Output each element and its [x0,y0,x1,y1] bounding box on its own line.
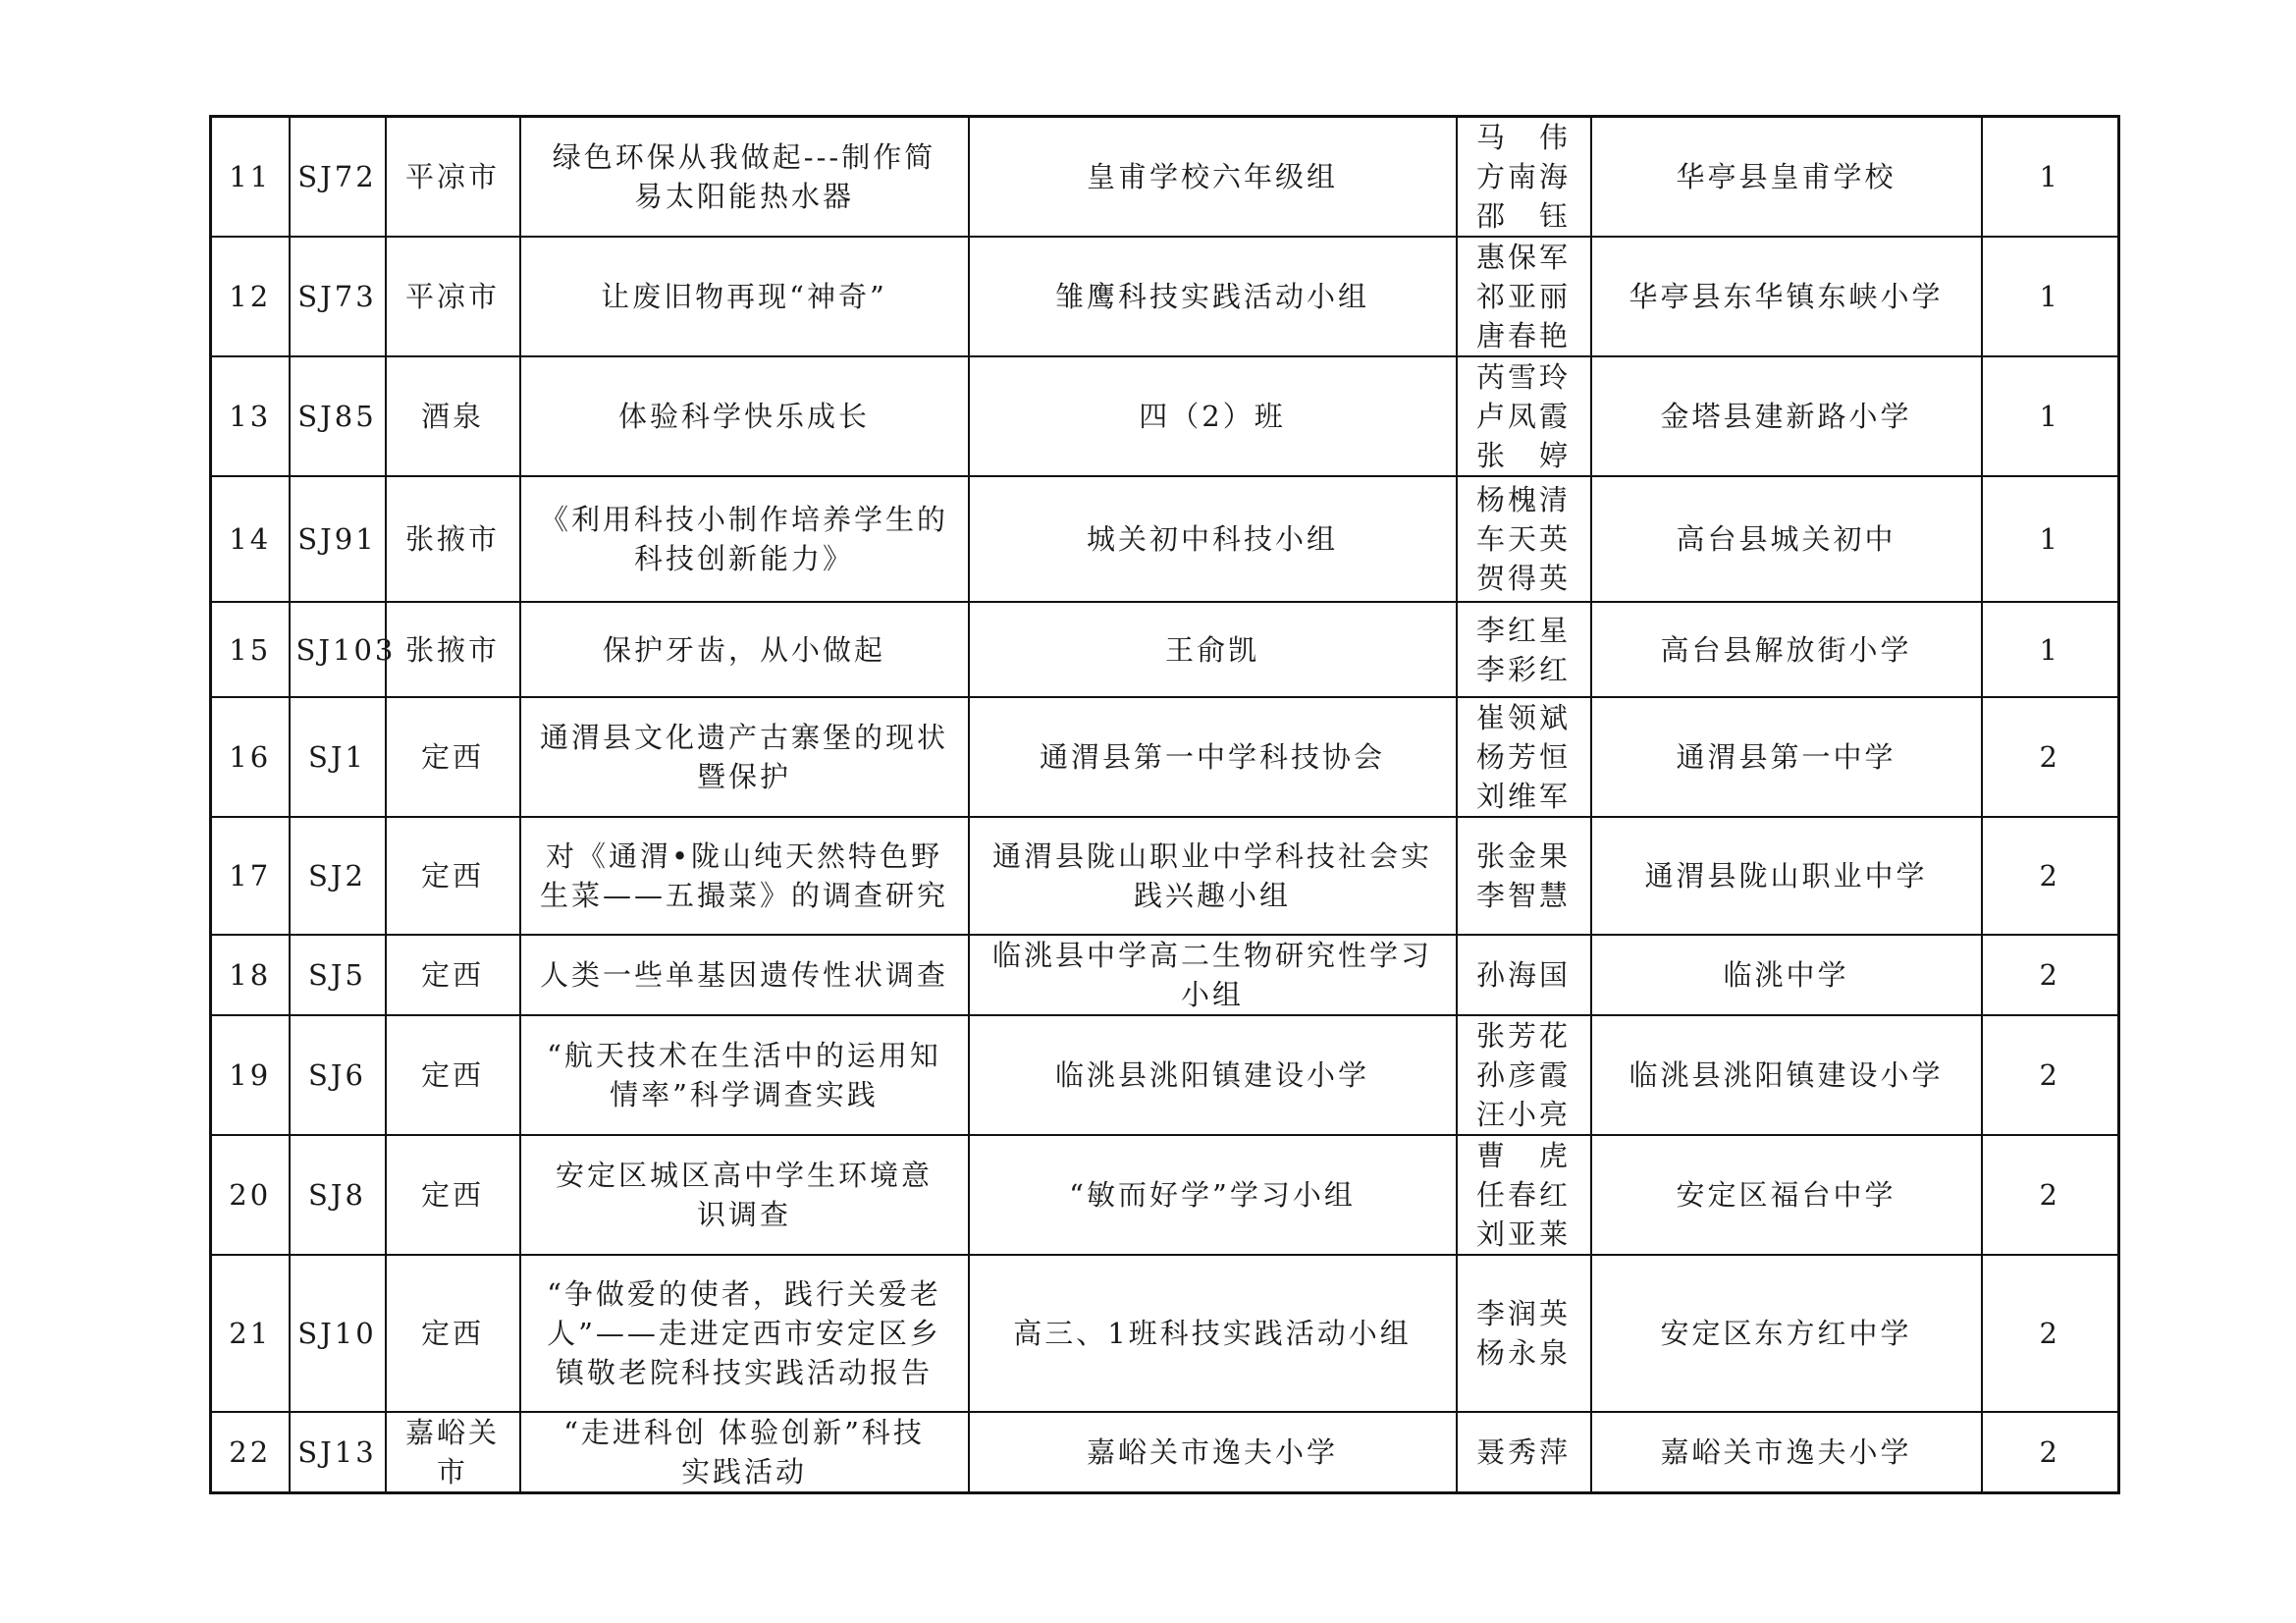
group-name-line: 通渭县第一中学科技协会 [1039,740,1385,774]
table-row [211,1412,2119,1493]
school-cell: 金塔县建新路小学 [1591,356,1982,476]
project-code-cell: SJ13 [290,1412,386,1493]
member-name: 李红星 [1475,613,1571,647]
project-title-line: 体验科学快乐成长 [617,400,870,433]
group-name-cell [969,817,1457,935]
project-title-line: 生菜——五撮菜》的调查研究 [539,879,948,912]
project-title-line: 人”——走进定西市安定区乡 [547,1317,941,1350]
project-title-cell [520,117,969,238]
row-number-cell: 16 [211,697,290,817]
table-row [211,1255,2119,1412]
project-title-cell [520,935,969,1015]
project-title-line: 科技创新能力》 [633,542,854,575]
project-title-cell [520,1255,969,1412]
award-rank-cell: 1 [1982,356,2119,476]
member-name: 卢凤霞 [1475,400,1571,433]
members-cell [1457,817,1591,935]
member-name: 刘亚莱 [1475,1217,1571,1251]
row-number-cell: 17 [211,817,290,935]
table-row [211,1135,2119,1255]
school-cell: 华亭县皇甫学校 [1591,117,1982,238]
member-name: 杨芳恒 [1475,740,1571,774]
members-cell [1457,356,1591,476]
member-name: 唐春艳 [1475,319,1571,352]
table-row [211,237,2119,356]
project-title-line: 通渭县文化遗产古寨堡的现状 [539,721,948,754]
award-rank-cell: 2 [1982,1015,2119,1135]
table-row [211,697,2119,817]
project-title-line: 识调查 [696,1198,791,1231]
member-name: 杨槐清 [1475,483,1571,516]
region-cell: 平凉市 [386,237,520,356]
project-title-line: 镇敬老院科技实践活动报告 [555,1356,933,1389]
members-cell [1457,1412,1591,1493]
table-row [211,117,2119,238]
region-cell: 定西 [386,935,520,1015]
group-name-cell [969,1015,1457,1135]
project-title-line: 让废旧物再现“神奇” [601,280,887,313]
project-title-line: “走进科创 体验创新”科技 [563,1416,925,1449]
member-name: 马 伟 [1475,121,1571,154]
project-title-line: 实践活动 [680,1455,807,1488]
project-title-cell [520,697,969,817]
group-name-cell [969,602,1457,697]
member-name: 孙彦霞 [1475,1058,1571,1092]
group-name-line: 四（2）班 [1139,400,1286,433]
row-number-cell: 21 [211,1255,290,1412]
group-name-cell [969,1412,1457,1493]
region-cell: 定西 [386,1135,520,1255]
group-name-line: 践兴趣小组 [1133,879,1291,912]
member-name: 崔领斌 [1475,701,1571,734]
member-name: 张芳花 [1475,1019,1571,1053]
region-cell: 定西 [386,697,520,817]
group-name-line: 嘉峪关市逸夫小学 [1086,1435,1338,1469]
member-name: 张金果 [1475,839,1571,873]
members-cell [1457,237,1591,356]
project-code-cell: SJ73 [290,237,386,356]
member-name: 汪小亮 [1475,1098,1571,1131]
member-name: 李智慧 [1475,879,1571,912]
award-rank-cell: 2 [1982,935,2119,1015]
region-cell: 嘉峪关市 [386,1412,520,1493]
project-title-line: 暨保护 [696,760,791,793]
project-title-line: 保护牙齿，从小做起 [602,632,885,667]
members-cell [1457,1135,1591,1255]
school-cell: 高台县解放街小学 [1591,602,1982,697]
project-title-cell [520,602,969,697]
award-rank-cell: 2 [1982,697,2119,817]
row-number-cell: 11 [211,117,290,238]
project-code-cell: SJ1 [290,697,386,817]
member-name: 祁亚丽 [1475,280,1571,313]
project-code-cell: SJ91 [290,476,386,602]
group-name-cell [969,935,1457,1015]
project-title-cell [520,1412,969,1493]
row-number-cell: 15 [211,602,290,697]
member-name: 曹 虎 [1475,1139,1571,1172]
project-code-cell: SJ72 [290,117,386,238]
member-name: 任春红 [1475,1178,1571,1212]
group-name-cell [969,117,1457,238]
school-cell: 嘉峪关市逸夫小学 [1591,1412,1982,1493]
region-cell: 张掖市 [386,476,520,602]
group-name-line: “敏而好学”学习小组 [1069,1178,1356,1212]
school-cell: 安定区东方红中学 [1591,1255,1982,1412]
project-code-cell: SJ103 [290,602,386,697]
project-title-cell [520,476,969,602]
school-cell: 通渭县第一中学 [1591,697,1982,817]
project-title-line: 《利用科技小制作培养学生的 [539,503,948,536]
school-cell: 临洮中学 [1591,935,1982,1015]
project-title-line: 情率”科学调查实践 [610,1078,879,1111]
project-title-cell [520,1015,969,1135]
award-rank-cell: 1 [1982,237,2119,356]
award-rank-cell: 2 [1982,1135,2119,1255]
row-number-cell: 18 [211,935,290,1015]
members-cell [1457,117,1591,238]
project-title-line: 绿色环保从我做起---制作简 [552,140,936,174]
award-table [209,115,2120,1494]
project-title-line: “航天技术在生活中的运用知 [547,1039,941,1072]
project-title-line: 安定区城区高中学生环境意 [555,1159,933,1192]
row-number-cell: 12 [211,237,290,356]
project-code-cell: SJ10 [290,1255,386,1412]
group-name-cell [969,237,1457,356]
row-number-cell: 22 [211,1412,290,1493]
members-cell [1457,476,1591,602]
member-name: 杨永泉 [1475,1336,1571,1370]
group-name-line: 王俞凯 [1164,632,1259,667]
region-cell: 定西 [386,1255,520,1412]
row-number-cell: 13 [211,356,290,476]
project-code-cell: SJ2 [290,817,386,935]
member-name: 张 婷 [1475,439,1571,472]
group-name-line: 雏鹰科技实践活动小组 [1054,280,1369,313]
group-name-cell [969,476,1457,602]
project-title-line: 人类一些单基因遗传性状调查 [539,958,948,992]
group-name-line: 临洮县洮阳镇建设小学 [1054,1058,1369,1092]
project-code-cell: SJ85 [290,356,386,476]
group-name-line: 高三、1班科技实践活动小组 [1013,1317,1412,1350]
table-row [211,356,2119,476]
member-name: 惠保军 [1475,241,1571,274]
project-title-line: 易太阳能热水器 [633,180,854,213]
project-code-cell: SJ8 [290,1135,386,1255]
school-cell: 通渭县陇山职业中学 [1591,817,1982,935]
group-name-line: 临洮县中学高二生物研究性学习 [991,939,1432,972]
members-cell [1457,1015,1591,1135]
table-row [211,1015,2119,1135]
region-cell: 张掖市 [386,602,520,697]
member-name: 车天英 [1475,522,1571,556]
row-number-cell: 19 [211,1015,290,1135]
members-cell [1457,935,1591,1015]
school-cell: 高台县城关初中 [1591,476,1982,602]
member-name: 邵 钰 [1475,199,1571,233]
member-name: 贺得英 [1475,562,1571,595]
project-code-cell: SJ5 [290,935,386,1015]
award-rank-cell: 2 [1982,1255,2119,1412]
member-name: 聂秀萍 [1475,1435,1571,1469]
award-rank-cell: 1 [1982,602,2119,697]
award-rank-cell: 1 [1982,117,2119,238]
group-name-cell [969,1255,1457,1412]
region-cell: 定西 [386,817,520,935]
group-name-line: 小组 [1180,978,1244,1011]
members-cell [1457,602,1591,697]
project-title-cell [520,356,969,476]
member-name: 李彩红 [1475,652,1571,686]
project-title-cell [520,1135,969,1255]
award-rank-cell: 2 [1982,817,2119,935]
region-cell: 定西 [386,1015,520,1135]
table-body [211,117,2119,1493]
member-name: 方南海 [1475,160,1571,193]
table-row [211,476,2119,602]
member-name: 刘维军 [1475,780,1571,813]
school-cell: 安定区福台中学 [1591,1135,1982,1255]
project-title-cell [520,817,969,935]
school-cell: 华亭县东华镇东峡小学 [1591,237,1982,356]
row-number-cell: 20 [211,1135,290,1255]
project-title-line: 对《通渭•陇山纯天然特色野 [545,839,943,873]
region-cell: 酒泉 [386,356,520,476]
group-name-cell [969,697,1457,817]
table-row [211,602,2119,697]
project-title-line: “争做爱的使者，践行关爱老 [547,1277,941,1311]
school-cell: 临洮县洮阳镇建设小学 [1591,1015,1982,1135]
award-rank-cell: 2 [1982,1412,2119,1493]
project-code-cell: SJ6 [290,1015,386,1135]
group-name-line: 城关初中科技小组 [1086,522,1338,556]
member-name: 李润英 [1475,1297,1571,1330]
region-cell: 平凉市 [386,117,520,238]
members-cell [1457,1255,1591,1412]
table-row [211,817,2119,935]
member-name: 芮雪玲 [1475,360,1571,394]
members-cell [1457,697,1591,817]
member-name: 孙海国 [1475,958,1571,992]
project-title-cell [520,237,969,356]
group-name-line: 皇甫学校六年级组 [1086,160,1338,193]
group-name-cell [969,1135,1457,1255]
award-rank-cell: 1 [1982,476,2119,602]
group-name-line: 通渭县陇山职业中学科技社会实 [991,839,1432,873]
table-row [211,935,2119,1015]
group-name-cell [969,356,1457,476]
row-number-cell: 14 [211,476,290,602]
